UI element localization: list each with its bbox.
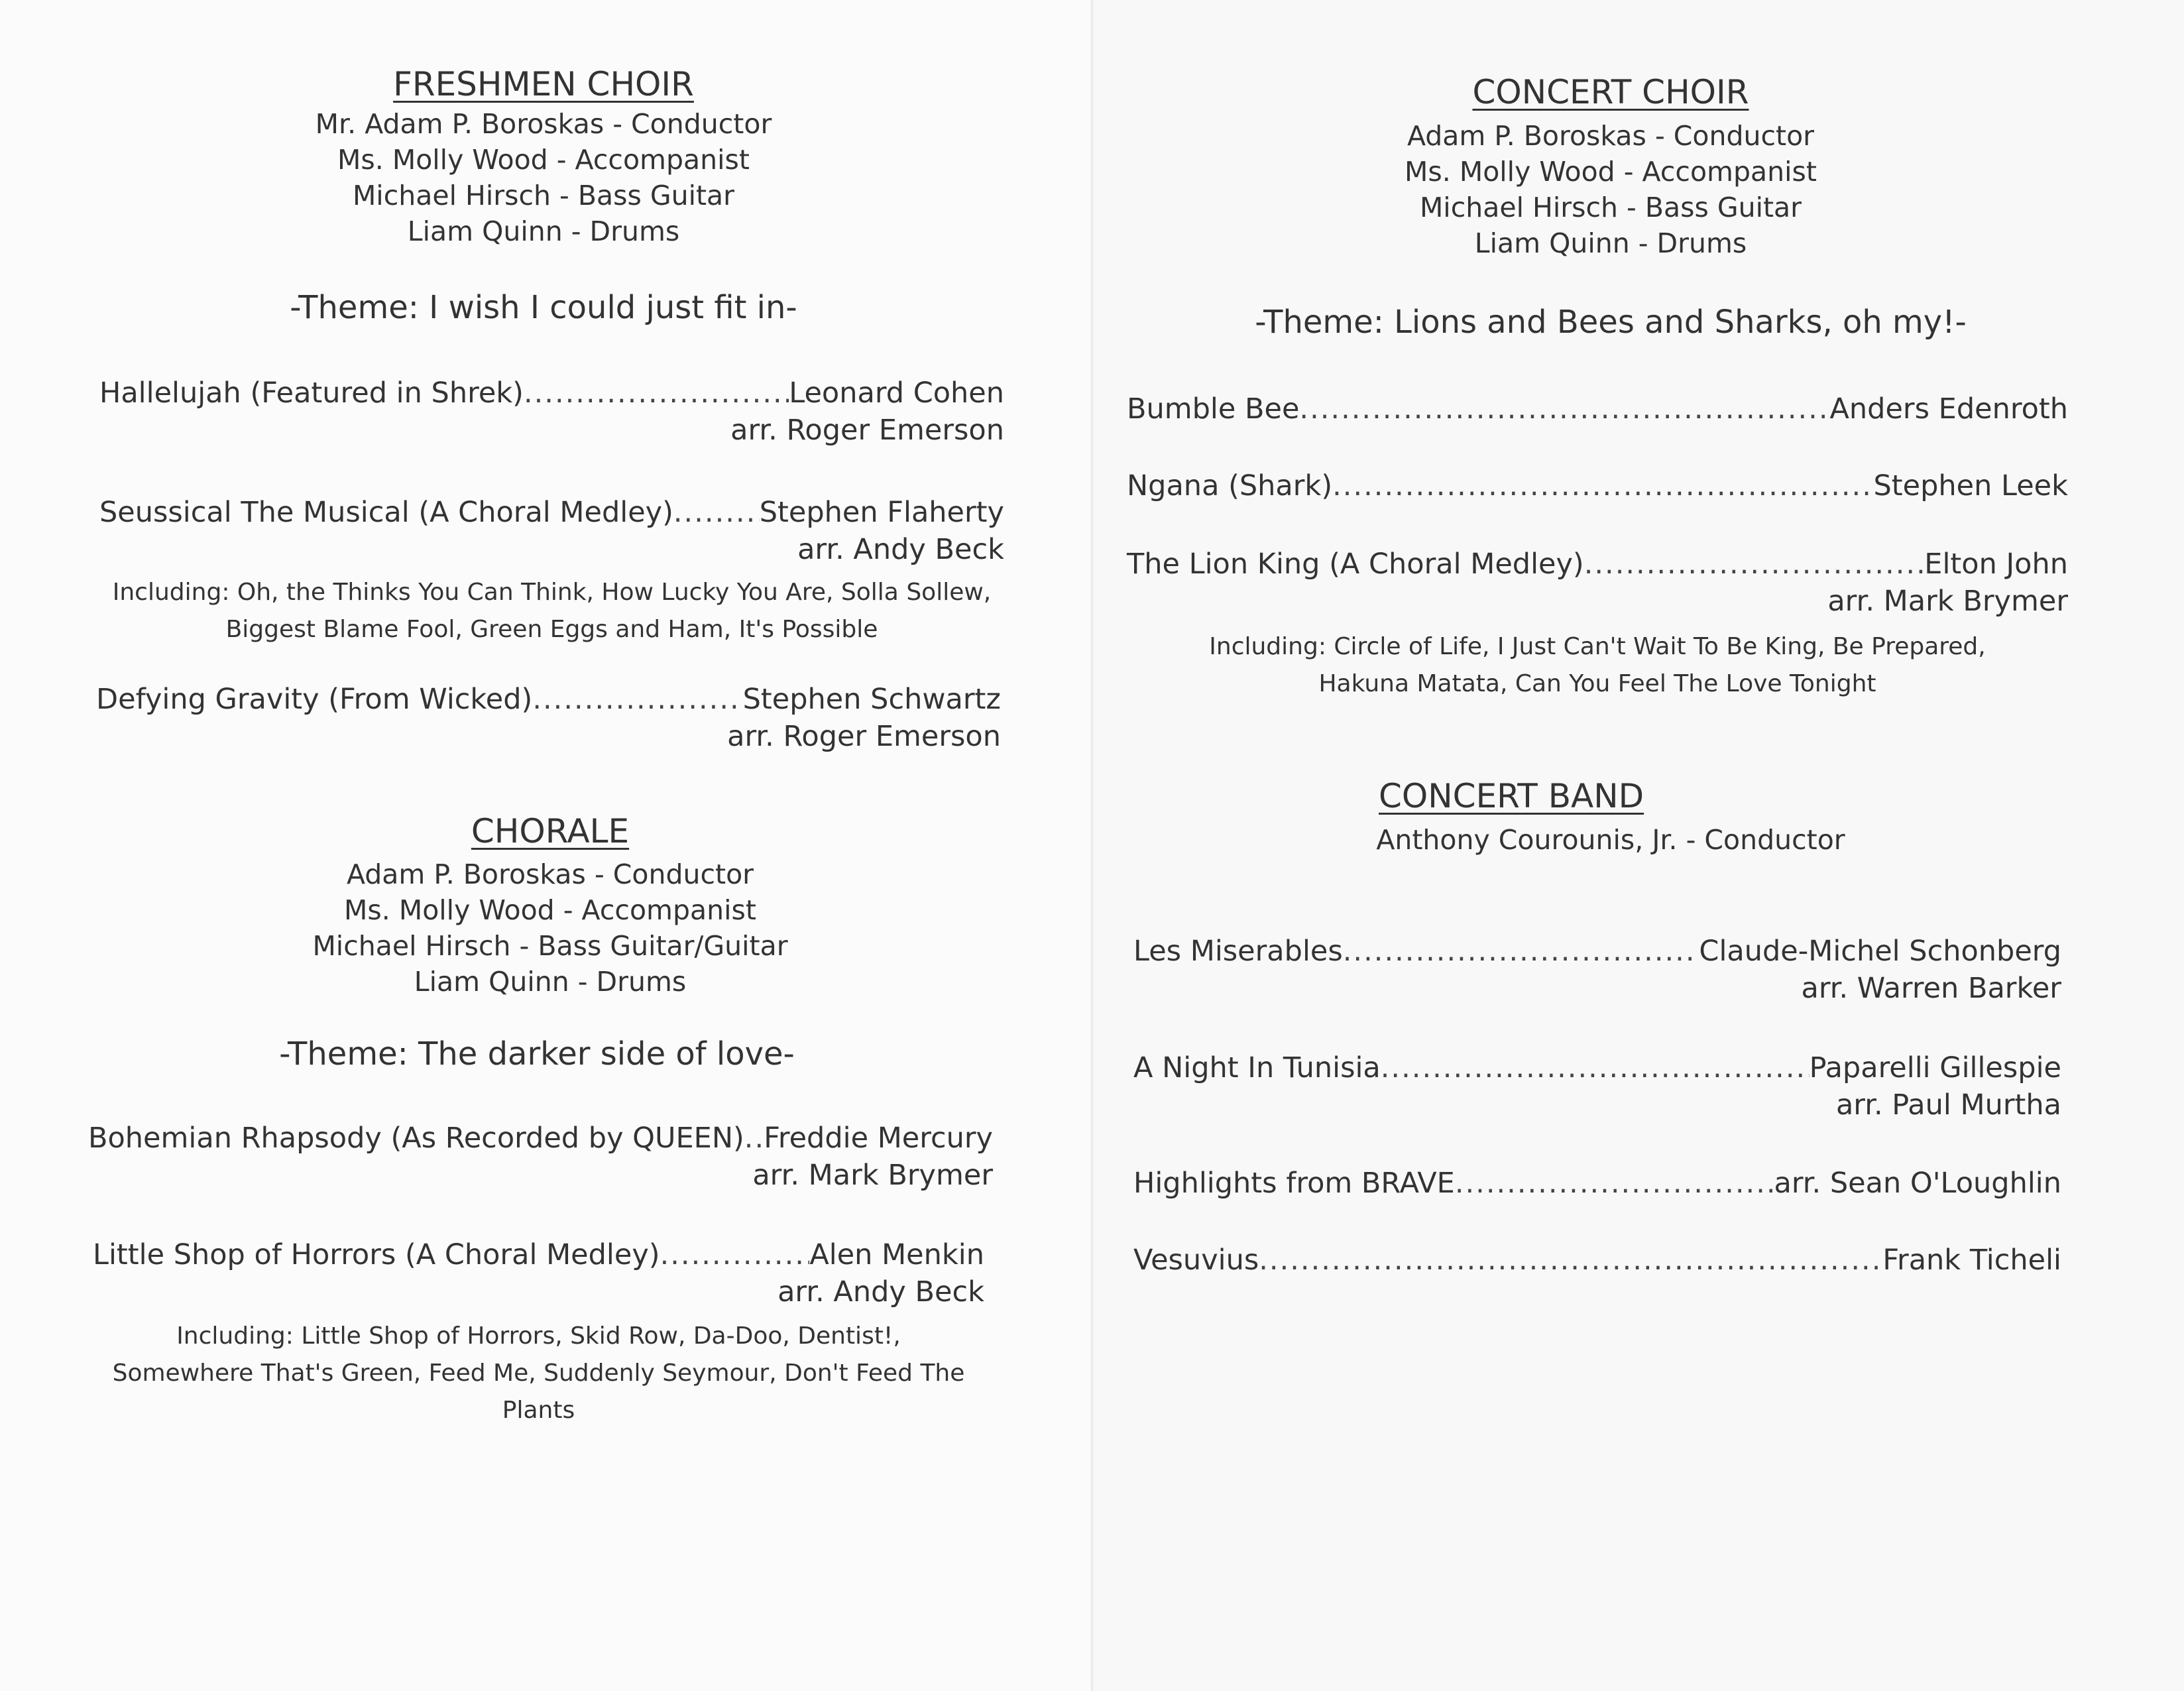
including-list: [99, 574, 1004, 648]
including-line: Including: Circle of Life, I Just Can't Wait To Be King, Be Prepared,: [1209, 633, 1986, 660]
leader-dots: [1455, 1167, 1774, 1200]
freshmen-choir-title: FRESHMEN CHOIR: [393, 65, 694, 103]
piece-arranger: arr. Roger Emerson: [727, 720, 1001, 753]
piece-title: Hallelujah (Featured in Shrek): [99, 377, 524, 410]
chorale-theme: -Theme: The darker side of love-: [279, 1035, 795, 1073]
piece-arranger: arr. Roger Emerson: [730, 414, 1004, 447]
piece: [96, 683, 1001, 753]
leader-dots: [660, 1238, 810, 1271]
piece-composer: Claude-Michel Schonberg: [1699, 935, 2061, 968]
including-line: Biggest Blame Fool, Green Eggs and Ham, It's Possible: [225, 616, 878, 643]
including-line: Hakuna Matata, Can You Feel The Love Tonight: [1318, 670, 1876, 697]
including-list: [1147, 628, 2048, 703]
credit-conductor: Adam P. Boroskas - Conductor: [346, 858, 754, 890]
piece: [1127, 548, 2068, 618]
right-page: [1094, 0, 2184, 1691]
piece-composer: Freddie Mercury: [764, 1122, 993, 1155]
credit-accompanist: Ms. Molly Wood - Accompanist: [337, 144, 750, 176]
credit-conductor: Adam P. Boroskas - Conductor: [1407, 120, 1815, 152]
credit-drums: Liam Quinn - Drums: [1474, 227, 1747, 259]
piece-composer: Elton John: [1924, 548, 2068, 581]
leader-dots: [1332, 469, 1873, 502]
credit-conductor: Anthony Courounis, Jr. - Conductor: [1376, 824, 1845, 856]
piece-composer: Leonard Cohen: [789, 377, 1004, 410]
piece-composer: Stephen Schwartz: [742, 683, 1001, 716]
bleed-through-text: [99, 1518, 111, 1560]
piece-title: The Lion King (A Choral Medley): [1127, 548, 1584, 581]
concert-band-credits: [1312, 822, 1909, 858]
piece-composer: Stephen Leek: [1873, 469, 2068, 502]
credit-drums: Liam Quinn - Drums: [414, 966, 687, 998]
concert-band-title: CONCERT BAND: [1379, 777, 1644, 815]
credit-bass: Michael Hirsch - Bass Guitar: [352, 180, 735, 211]
credit-bass: Michael Hirsch - Bass Guitar: [1419, 192, 1802, 223]
credit-drums: Liam Quinn - Drums: [407, 215, 680, 247]
piece-title: Vesuvius: [1133, 1244, 1259, 1277]
leader-dots: [1259, 1244, 1882, 1277]
concert-choir-theme: -Theme: Lions and Bees and Sharks, oh my!-: [1255, 304, 1967, 341]
piece-title: Ngana (Shark): [1127, 469, 1333, 502]
piece-composer: Alen Menkin: [809, 1238, 984, 1271]
piece-arranger: arr. Andy Beck: [797, 533, 1004, 566]
credit-conductor: Mr. Adam P. Boroskas - Conductor: [315, 108, 772, 140]
including-line: Including: Oh, the Thinks You Can Think, How Lucky You Are, Solla Sollew,: [112, 579, 992, 606]
including-line: Including: Little Shop of Horrors, Skid Row, Da-Doo, Dentist!,: [176, 1322, 901, 1350]
piece: [99, 496, 1004, 566]
leader-dots: [524, 377, 789, 410]
piece-title: Little Shop of Horrors (A Choral Medley): [93, 1238, 660, 1271]
piece-title: A Night In Tunisia: [1133, 1051, 1381, 1084]
chorale-title: CHORALE: [471, 812, 630, 850]
leader-dots: [1343, 935, 1699, 968]
including-list: [80, 1318, 998, 1429]
credit-accompanist: Ms. Molly Wood - Accompanist: [344, 894, 756, 926]
piece-composer: Frank Ticheli: [1882, 1244, 2061, 1277]
piece-arranger: arr. Andy Beck: [777, 1275, 984, 1309]
credit-accompanist: Ms. Molly Wood - Accompanist: [1405, 156, 1817, 188]
piece: [99, 377, 1004, 447]
piece-composer: arr. Sean O'Loughlin: [1774, 1167, 2061, 1200]
concert-choir-title: CONCERT CHOIR: [1472, 73, 1749, 111]
piece: [93, 1238, 984, 1309]
piece: [1127, 392, 2068, 426]
leader-dots: [532, 683, 742, 716]
piece-arranger: arr. Warren Barker: [1801, 972, 2061, 1005]
piece-arranger: arr. Mark Brymer: [1827, 585, 2068, 618]
piece: [1133, 1167, 2061, 1200]
leader-dots: [744, 1122, 764, 1155]
credit-bass: Michael Hirsch - Bass Guitar/Guitar: [312, 930, 788, 962]
including-line: Somewhere That's Green, Feed Me, Suddenly Seymour, Don't Feed The Plants: [112, 1360, 965, 1424]
leader-dots: [1584, 548, 1925, 581]
leader-dots: [1381, 1051, 1810, 1084]
piece: [1133, 935, 2061, 1005]
piece-title: Seussical The Musical (A Choral Medley): [99, 496, 673, 529]
piece: [88, 1122, 993, 1192]
leader-dots: [673, 496, 760, 529]
piece-arranger: arr. Paul Murtha: [1835, 1088, 2061, 1122]
piece-composer: Stephen Flaherty: [759, 496, 1004, 529]
piece-title: Bohemian Rhapsody (As Recorded by QUEEN): [88, 1122, 744, 1155]
piece-title: Les Miserables: [1133, 935, 1343, 968]
piece-composer: Paparelli Gillespie: [1809, 1051, 2061, 1084]
leader-dots: [1299, 392, 1829, 426]
piece: [1127, 469, 2068, 502]
chorale-credits: [259, 856, 842, 1000]
piece: [1133, 1244, 2061, 1277]
piece-composer: Anders Edenroth: [1829, 392, 2068, 426]
freshmen-choir-credits: [265, 106, 822, 249]
piece: [1133, 1051, 2061, 1122]
concert-choir-credits: [1312, 118, 1909, 261]
freshmen-choir-theme: -Theme: I wish I could just fit in-: [290, 289, 797, 326]
piece-title: Highlights from BRAVE: [1133, 1167, 1455, 1200]
piece-title: Bumble Bee: [1127, 392, 1300, 426]
piece-arranger: arr. Mark Brymer: [752, 1159, 993, 1192]
piece-title: Defying Gravity (From Wicked): [96, 683, 533, 716]
